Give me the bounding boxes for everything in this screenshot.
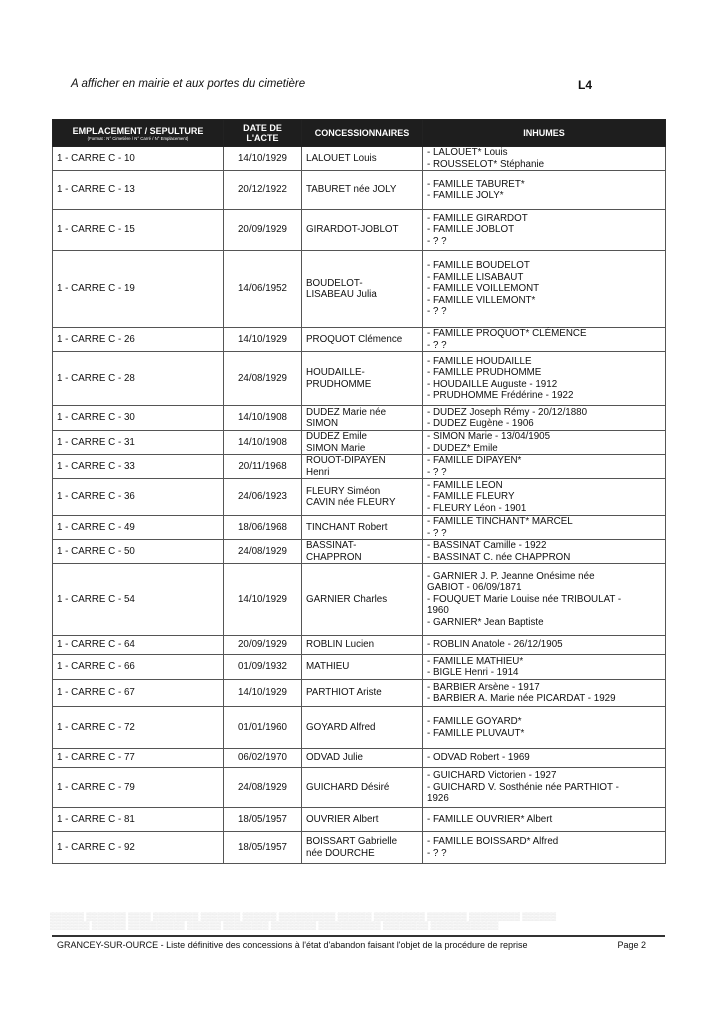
location-cell: 1 - CARRE C - 13 [53, 171, 224, 210]
inhume-line: - ? ? [427, 847, 447, 859]
inhumes-cell [423, 210, 666, 251]
inhumes-cell [423, 455, 666, 479]
location-cell: 1 - CARRE C - 72 [53, 707, 224, 749]
inhumes-cell [423, 808, 666, 832]
concessionnaire-cell [302, 431, 423, 455]
concessionnaire-line: ODVAD Julie [306, 752, 363, 764]
document-reference: L4 [578, 78, 593, 92]
act-date-cell: 14/10/1908 [224, 406, 302, 431]
location-cell: 1 - CARRE C - 66 [53, 655, 224, 680]
location-cell: 1 - CARRE C - 30 [53, 406, 224, 431]
act-date-cell: 01/01/1960 [224, 707, 302, 749]
concessionnaire-cell [302, 455, 423, 479]
inhume-line: - GUICHARD V. Sosthénie née PARTHIOT - [427, 781, 619, 793]
act-date-cell: 20/09/1929 [224, 636, 302, 655]
concessionnaire-line: Henri [306, 466, 330, 478]
concessionnaire-line: ROUOT-DIPAYEN [306, 455, 386, 466]
footer-rule [52, 935, 665, 937]
inhumes-cell [423, 564, 666, 636]
act-date-cell: 18/05/1957 [224, 832, 302, 864]
table-row [53, 540, 666, 564]
inhume-line: - FAMILLE VILLEMONT* [427, 294, 536, 306]
concessionnaire-line: GIRARDOT-JOBLOT [306, 224, 399, 236]
concessionnaire-line: DUDEZ Emile [306, 431, 367, 442]
concessionnaire-cell [302, 680, 423, 707]
inhume-line: - BARBIER A. Marie née PICARDAT - 1929 [427, 693, 616, 704]
inhumes-cell [423, 479, 666, 516]
location-cell: 1 - CARRE C - 50 [53, 540, 224, 564]
table-row [53, 707, 666, 749]
location-cell: 1 - CARRE C - 49 [53, 516, 224, 540]
inhume-line: - BASSINAT Camille - 1922 [427, 540, 547, 551]
location-cell: 1 - CARRE C - 79 [53, 768, 224, 808]
concessionnaire-cell [302, 808, 423, 832]
inhume-line: - FAMILLE PRUDHOMME [427, 367, 542, 378]
inhume-line: - DUDEZ Eugène - 1906 [427, 418, 534, 429]
act-date-cell: 24/08/1929 [224, 352, 302, 406]
inhume-line: - FAMILLE TINCHANT* MARCEL [427, 516, 573, 527]
act-date-cell: 06/02/1970 [224, 749, 302, 768]
location-cell: 1 - CARRE C - 33 [53, 455, 224, 479]
table-row [53, 680, 666, 707]
concessionnaire-line: TABURET née JOLY [306, 184, 397, 196]
concessionnaire-cell [302, 655, 423, 680]
act-date-cell: 14/10/1929 [224, 328, 302, 352]
inhume-line: - FAMILLE JOBLOT [427, 224, 515, 236]
inhume-line: - FAMILLE LEON [427, 479, 503, 491]
table-row [53, 455, 666, 479]
inhumes-cell [423, 540, 666, 564]
concessionnaire-line: PRUDHOMME [306, 378, 372, 390]
act-date-cell: 18/06/1968 [224, 516, 302, 540]
act-date-cell: 20/12/1922 [224, 171, 302, 210]
table-row [53, 564, 666, 636]
act-date-cell: 24/06/1923 [224, 479, 302, 516]
concessionnaire-line: née DOURCHE [306, 847, 375, 859]
header-date [224, 120, 302, 147]
page-number: Page 2 [617, 940, 646, 950]
inhume-line: - BASSINAT C. née CHAPPRON [427, 551, 571, 563]
act-date-cell: 24/08/1929 [224, 768, 302, 808]
inhumes-cell [423, 768, 666, 808]
act-date-cell: 14/10/1929 [224, 564, 302, 636]
footer-caption: GRANCEY-SUR-OURCE - Liste définitive des concessions à l'état d'abandon faisant l'objet de la procédure de reprise [57, 940, 528, 950]
act-date-cell: 14/06/1952 [224, 251, 302, 328]
concessionnaire-cell [302, 147, 423, 171]
location-cell: 1 - CARRE C - 81 [53, 808, 224, 832]
inhume-line: - FAMILLE LISABAUT [427, 271, 524, 283]
inhume-line: - FAMILLE BOUDELOT [427, 260, 530, 272]
concessionnaire-cell [302, 516, 423, 540]
inhumes-cell [423, 832, 666, 864]
act-date-cell: 20/11/1968 [224, 455, 302, 479]
inhume-line: - FLEURY Léon - 1901 [427, 502, 527, 514]
header-date-line1: DATE DE [243, 123, 282, 133]
inhumes-cell [423, 431, 666, 455]
concessionnaire-cell [302, 636, 423, 655]
table-row [53, 431, 666, 455]
location-cell: 1 - CARRE C - 15 [53, 210, 224, 251]
inhume-line: - ? ? [427, 527, 447, 539]
inhume-line: - FAMILLE OUVRIER* Albert [427, 813, 553, 825]
inhume-line: - DUDEZ Joseph Rémy - 20/12/1880 [427, 406, 588, 418]
concessionnaire-cell [302, 328, 423, 352]
inhume-line: - ROUSSELOT* Stéphanie [427, 158, 545, 170]
table-row [53, 210, 666, 251]
table-row [53, 328, 666, 352]
concessionnaire-cell [302, 540, 423, 564]
inhumes-cell [423, 749, 666, 768]
inhume-line: - ROBLIN Anatole - 26/12/1905 [427, 639, 563, 651]
concessionnaire-line: SIMON Marie [306, 442, 366, 454]
location-cell: 1 - CARRE C - 26 [53, 328, 224, 352]
inhume-line: - FAMILLE PROQUOT* CLÉMENCE [427, 328, 587, 339]
act-date-cell: 20/09/1929 [224, 210, 302, 251]
header-inhumes: INHUMES [423, 120, 666, 147]
concessionnaire-line: TINCHANT Robert [306, 521, 388, 533]
table-row [53, 832, 666, 864]
concessionnaire-line: LALOUET Louis [306, 152, 377, 164]
inhumes-cell [423, 352, 666, 406]
table-row [53, 749, 666, 768]
location-cell: 1 - CARRE C - 19 [53, 251, 224, 328]
location-cell: 1 - CARRE C - 10 [53, 147, 224, 171]
inhumes-cell [423, 636, 666, 655]
header-emplacement-format: (Format : N° Cimetière / N° Carré / N° Emplacement) [87, 135, 189, 141]
table-row [53, 251, 666, 328]
location-cell: 1 - CARRE C - 28 [53, 352, 224, 406]
table-row [53, 516, 666, 540]
inhume-line: - FAMILLE MATHIEU* [427, 655, 524, 667]
table-row [53, 171, 666, 210]
concessionnaire-line: BOUDELOT- [306, 277, 363, 289]
inhume-line: - FOUQUET Marie Louise née TRIBOULAT - [427, 593, 622, 605]
table-row [53, 406, 666, 431]
concessionnaire-line: PROQUOT Clémence [306, 333, 403, 345]
act-date-cell: 01/09/1932 [224, 655, 302, 680]
inhume-line: 1960 [427, 605, 449, 617]
inhume-line: - ? ? [427, 306, 447, 318]
inhume-line: - ? ? [427, 339, 447, 351]
table-header-row [53, 120, 666, 147]
concessionnaire-line: BOISSART Gabrielle [306, 836, 398, 847]
inhume-line: - ? ? [427, 466, 447, 478]
inhume-line: - BIGLE Henri - 1914 [427, 667, 519, 678]
inhumes-cell [423, 147, 666, 171]
concessionnaire-line: GOYARD Alfred [306, 721, 376, 733]
inhume-line: - SIMON Marie - 13/04/1905 [427, 431, 551, 442]
inhume-line: - ? ? [427, 235, 447, 247]
inhume-line: - GARNIER* Jean Baptiste [427, 616, 544, 628]
concessionnaire-line: LISABEAU Julia [306, 289, 377, 300]
concessionnaire-cell [302, 352, 423, 406]
inhume-line: - FAMILLE BOISSARD* Alfred [427, 836, 559, 847]
inhume-line: - ODVAD Robert - 1969 [427, 752, 530, 764]
concessionnaire-line: GARNIER Charles [306, 593, 388, 605]
inhume-line: - FAMILLE TABURET* [427, 178, 525, 190]
inhume-line: - FAMILLE PLUVAUT* [427, 727, 525, 739]
concessionnaire-cell [302, 768, 423, 808]
inhume-line: - LALOUET* Louis [427, 147, 508, 158]
concessionnaire-cell [302, 210, 423, 251]
concessionnaire-line: CAVIN née FLEURY [306, 497, 396, 508]
table-row [53, 636, 666, 655]
concessionnaire-cell [302, 832, 423, 864]
inhume-line: - FAMILLE JOLY* [427, 190, 504, 201]
inhumes-cell [423, 251, 666, 328]
location-cell: 1 - CARRE C - 77 [53, 749, 224, 768]
inhumes-cell [423, 406, 666, 431]
inhumes-cell [423, 516, 666, 540]
act-date-cell: 14/10/1908 [224, 431, 302, 455]
act-date-cell: 14/10/1929 [224, 680, 302, 707]
concessionnaire-line: MATHIEU [306, 661, 350, 673]
inhume-line: - FAMILLE DIPAYEN* [427, 455, 522, 466]
inhumes-cell [423, 328, 666, 352]
inhume-line: - FAMILLE FLEURY [427, 491, 515, 503]
bleed-through-text: ▒▒▒▒▒▒ ▒▒▒▒▒▒▒ ▒▒▒▒ ▒▒▒▒▒▒▒▒ ▒▒▒▒▒▒▒ ▒▒▒▒▒▒ ▒▒▒▒▒▒▒▒▒▒ ▒▒▒▒▒▒ ▒▒▒▒▒▒▒▒▒ ▒▒▒▒▒▒▒ ▒▒▒▒▒▒▒▒▒ ▒▒▒▒▒▒ ▒▒▒▒▒▒▒ ▒▒▒▒▒▒ ▒▒▒▒▒▒▒▒▒▒ ▒▒▒▒▒▒ ▒▒▒▒▒▒▒▒ ▒▒▒▒▒▒▒▒ ▒▒▒▒▒▒▒▒▒▒▒ ▒▒▒▒▒▒▒▒ ▒▒▒▒▒▒▒▒▒▒▒▒ [50, 912, 557, 930]
concessionnaire-cell [302, 707, 423, 749]
inhume-line: - DUDEZ* Emile [427, 442, 498, 454]
inhume-line: - FAMILLE HOUDAILLE [427, 355, 532, 367]
location-cell: 1 - CARRE C - 67 [53, 680, 224, 707]
inhume-line: 1926 [427, 793, 449, 805]
inhume-line: - GARNIER J. P. Jeanne Onésime née [427, 570, 595, 582]
concessions-table [52, 119, 666, 864]
inhume-line: - FAMILLE GIRARDOT [427, 212, 528, 224]
location-cell: 1 - CARRE C - 54 [53, 564, 224, 636]
posting-notice: A afficher en mairie et aux portes du cimetière [71, 78, 306, 90]
inhume-line: - GUICHARD Victorien - 1927 [427, 770, 557, 782]
location-cell: 1 - CARRE C - 31 [53, 431, 224, 455]
inhumes-cell [423, 707, 666, 749]
table-row [53, 352, 666, 406]
inhume-line: GABIOT - 06/09/1871 [427, 582, 522, 594]
table-row [53, 808, 666, 832]
inhumes-cell [423, 655, 666, 680]
concessionnaire-line: BASSINAT- [306, 540, 357, 551]
inhumes-cell [423, 680, 666, 707]
header-date-line2: L'ACTE [246, 133, 279, 143]
concessionnaire-line: GUICHARD Désiré [306, 781, 390, 793]
inhume-line: - FAMILLE GOYARD* [427, 716, 522, 727]
concessionnaire-line: DUDEZ Marie née [306, 406, 387, 418]
inhumes-cell [423, 171, 666, 210]
inhume-line: - BARBIER Arsène - 1917 [427, 681, 540, 693]
concessionnaire-line: FLEURY Siméon [306, 485, 381, 497]
location-cell: 1 - CARRE C - 64 [53, 636, 224, 655]
concessionnaire-cell [302, 251, 423, 328]
act-date-cell: 18/05/1957 [224, 808, 302, 832]
act-date-cell: 14/10/1929 [224, 147, 302, 171]
location-cell: 1 - CARRE C - 36 [53, 479, 224, 516]
concessionnaire-line: SIMON [306, 418, 339, 429]
table-row [53, 479, 666, 516]
table-row [53, 147, 666, 171]
concessionnaire-line: ROBLIN Lucien [306, 639, 375, 651]
header-concessionnaires: CONCESSIONNAIRES [302, 120, 423, 147]
location-cell: 1 - CARRE C - 92 [53, 832, 224, 864]
concessionnaire-line: PARTHIOT Ariste [306, 687, 382, 699]
table-row [53, 655, 666, 680]
concessionnaire-cell [302, 171, 423, 210]
inhume-line: - FAMILLE VOILLEMONT [427, 283, 540, 295]
inhume-line: - PRUDHOMME Frédérine - 1922 [427, 390, 574, 401]
concessionnaire-line: CHAPPRON [306, 551, 362, 563]
concessionnaire-line: OUVRIER Albert [306, 813, 379, 825]
concessionnaire-cell [302, 564, 423, 636]
concessionnaire-cell [302, 406, 423, 431]
concessionnaire-cell [302, 749, 423, 768]
inhume-line: - HOUDAILLE Auguste - 1912 [427, 378, 558, 390]
act-date-cell: 24/08/1929 [224, 540, 302, 564]
concessionnaire-line: HOUDAILLE- [306, 367, 365, 378]
table-row [53, 768, 666, 808]
header-emplacement-label: EMPLACEMENT / SEPULTURE [72, 125, 204, 136]
concessionnaire-cell [302, 479, 423, 516]
header-emplacement [53, 120, 224, 147]
